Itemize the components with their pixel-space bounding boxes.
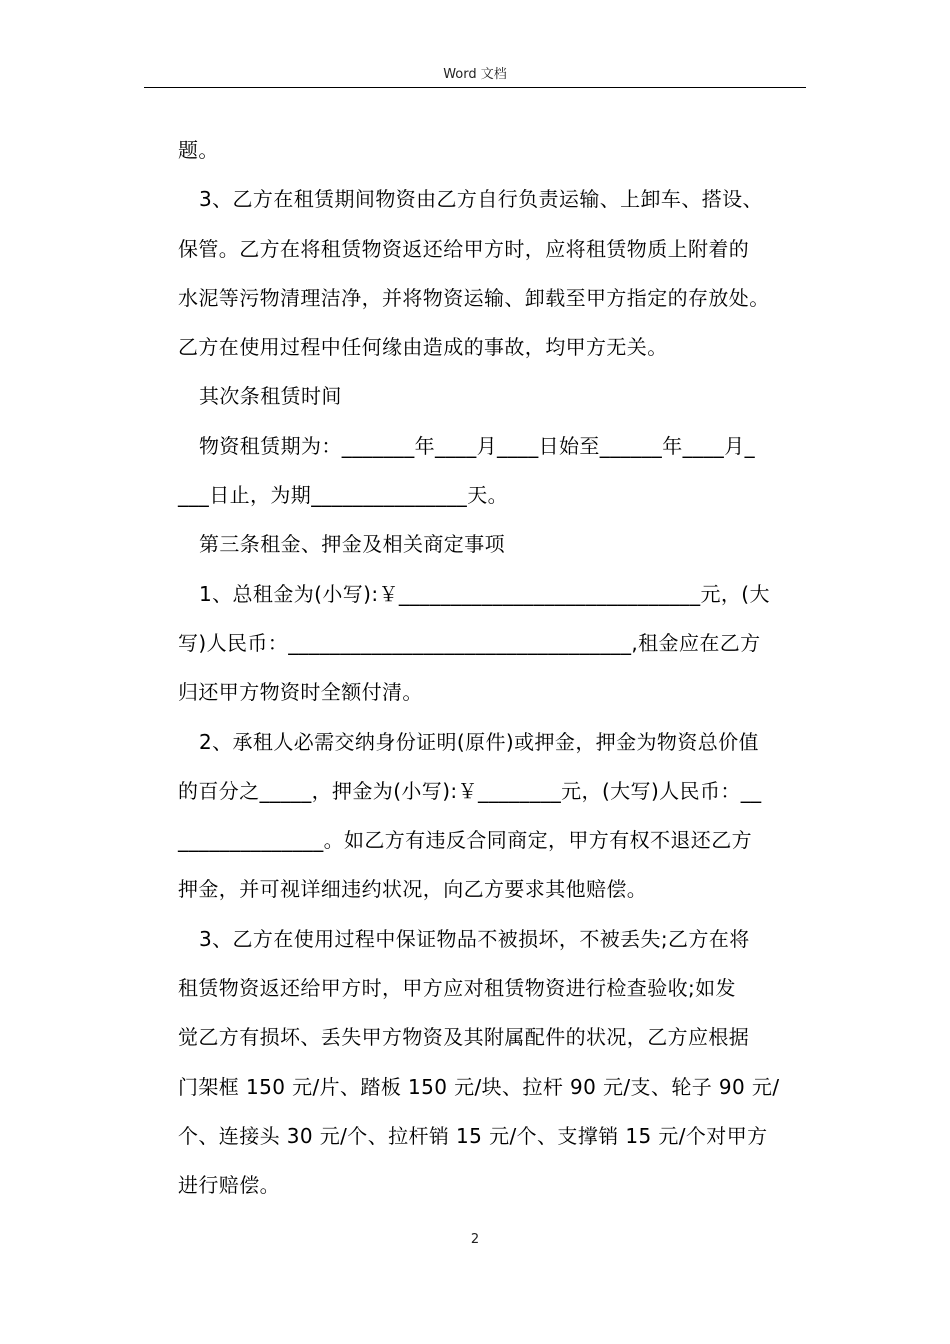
document-body xyxy=(178,126,812,1211)
body-line: 的百分之_____，押金为(小写):￥________元，(大写)人民币：__ xyxy=(178,778,762,803)
body-line: 保管。乙方在将租赁物资返还给甲方时，应将租赁物质上附着的 xyxy=(178,236,750,261)
body-line: 3、乙方在租赁期间物资由乙方自行负责运输、上卸车、搭设、 xyxy=(199,187,763,212)
body-line: 写)人民币：_________________________________,租金应在乙方 xyxy=(178,630,761,655)
body-line: 2、承租人必需交纳身份证明(原件)或押金，押金为物资总价值 xyxy=(199,729,759,754)
section-heading: 第三条租金、押金及相关商定事项 xyxy=(199,532,505,557)
body-line: 进行赔偿。 xyxy=(178,1173,280,1198)
body-line: 门架框 150 元/片、踏板 150 元/块、拉杆 90 元/支、轮子 90 元/ xyxy=(178,1074,780,1099)
body-line: 题。 xyxy=(178,138,219,162)
body-line: 归还甲方物资时全额付清。 xyxy=(178,680,423,705)
page-header: Word 文档 xyxy=(443,67,507,82)
body-line: 押金，并可视详细违约状况，向乙方要求其他赔偿。 xyxy=(178,877,648,902)
body-line: 3、乙方在使用过程中保证物品不被损坏，不被丢失;乙方在将 xyxy=(199,926,750,951)
body-line: 水泥等污物清理洁净，并将物资运输、卸载至甲方指定的存放处。 xyxy=(178,285,770,310)
body-line: 物资租赁期为：_______年____月____日始至______年____月_ xyxy=(199,433,755,458)
body-line: ___日止，为期_______________天。 xyxy=(178,483,508,508)
body-line: 乙方在使用过程中任何缘由造成的事故，均甲方无关。 xyxy=(178,335,668,360)
body-line: ______________。如乙方有违反合同商定，甲方有权不退还乙方 xyxy=(178,828,752,853)
body-line: 觉乙方有损坏、丢失甲方物资及其附属配件的状况，乙方应根据 xyxy=(178,1025,750,1050)
page-number: 2 xyxy=(470,1232,480,1247)
body-line: 个、连接头 30 元/个、拉杆销 15 元/个、支撑销 15 元/个对甲方 xyxy=(178,1123,768,1148)
body-line: 1、总租金为(小写):￥_____________________________元，(大 xyxy=(199,581,770,606)
body-line: 租赁物资返还给甲方时，甲方应对租赁物资进行检查验收;如发 xyxy=(178,976,736,1001)
header-rule xyxy=(144,87,806,88)
section-heading: 其次条租赁时间 xyxy=(199,384,342,409)
